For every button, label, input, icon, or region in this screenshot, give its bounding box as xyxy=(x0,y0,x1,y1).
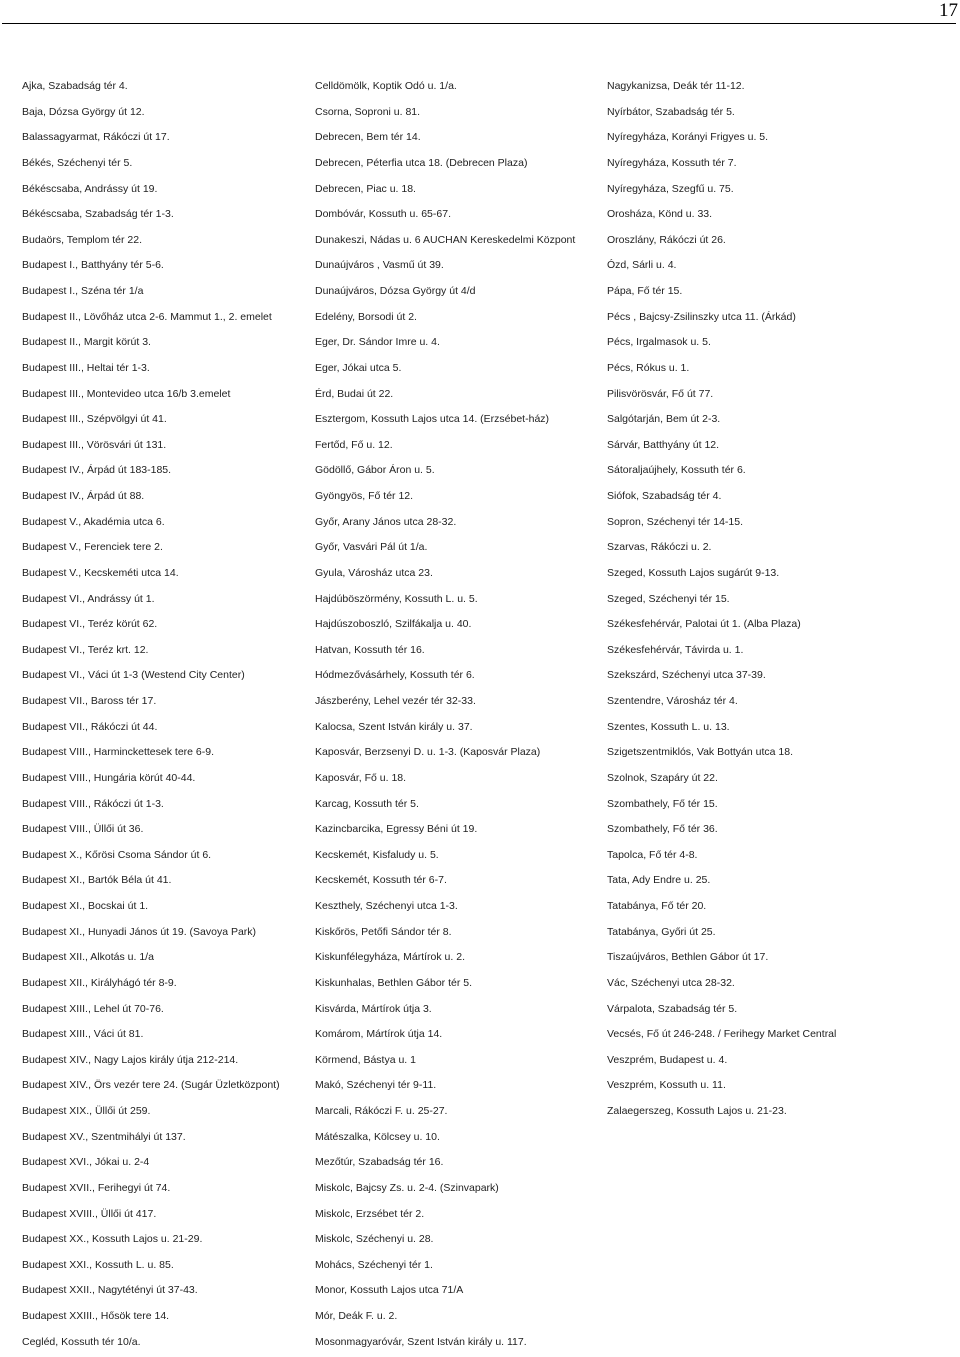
address-entry: Debrecen, Piac u. 18. xyxy=(315,182,416,195)
address-entry: Monor, Kossuth Lajos utca 71/A xyxy=(315,1284,464,1297)
address-entry: Hódmezővásárhely, Kossuth tér 6. xyxy=(315,669,475,682)
address-entry: Budapest VI., Teréz krt. 12. xyxy=(22,643,149,656)
address-entry: Fertőd, Fő u. 12. xyxy=(315,438,393,451)
address-entry: Budapest V., Kecskeméti utca 14. xyxy=(22,566,179,579)
address-entry: Mohács, Széchenyi tér 1. xyxy=(315,1258,433,1271)
address-entry: Érd, Budai út 22. xyxy=(315,387,394,400)
address-entry: Budapest I., Batthyány tér 5-6. xyxy=(22,259,164,272)
address-entry: Sárvár, Batthyány út 12. xyxy=(607,438,720,451)
address-entry: Kalocsa, Szent István király u. 37. xyxy=(315,720,473,733)
address-entry: Pécs, Rókus u. 1. xyxy=(607,361,690,374)
address-entry: Budapest XIX., Üllői út 259. xyxy=(22,1105,151,1117)
address-entry: Miskolc, Erzsébet tér 2. xyxy=(315,1207,425,1220)
address-entry: Budapest IV., Árpád út 88. xyxy=(22,490,145,502)
address-entry: Budapest XXIII., Hősök tere 14. xyxy=(22,1310,170,1322)
address-entry: Kisvárda, Mártírok útja 3. xyxy=(315,1002,432,1015)
address-entry: Budapest III., Heltai tér 1-3. xyxy=(22,361,150,374)
address-entry: Budapest XIV., Nagy Lajos király útja 212-214. xyxy=(22,1053,239,1066)
address-entry: Budapest XI., Bocskai út 1. xyxy=(22,900,149,912)
address-entry: Budapest XI., Bartók Béla út 41. xyxy=(22,874,172,887)
address-entry: Budapest XXII., Nagytétényi út 37-43. xyxy=(22,1284,198,1297)
address-entry: Budapest XII., Királyhágó tér 8-9. xyxy=(22,976,177,989)
address-entry: Szekszárd, Széchenyi utca 37-39. xyxy=(607,669,766,682)
address-entry: Budapest III., Montevideo utca 16/b 3.emelet xyxy=(22,387,231,400)
address-entry: Ózd, Sárli u. 4. xyxy=(607,259,677,272)
address-entry: Ajka, Szabadság tér 4. xyxy=(22,80,128,92)
address-entry: Budapest XV., Szentmihályi út 137. xyxy=(22,1130,186,1143)
address-entry: Cegléd, Kossuth tér 10/a. xyxy=(22,1335,141,1348)
address-entry: Edelény, Borsodi út 2. xyxy=(315,310,417,323)
address-entry: Nyírbátor, Szabadság tér 5. xyxy=(607,105,735,118)
address-entry: Budapest XVIII., Üllői út 417. xyxy=(22,1207,157,1220)
address-entry: Dunaújváros , Vasmű út 39. xyxy=(315,259,444,272)
address-entry: Csorna, Soproni u. 81. xyxy=(315,105,421,118)
address-entry: Budapest VI., Váci út 1-3 (Westend City Center) xyxy=(22,669,245,682)
address-entry: Békéscsaba, Andrássy út 19. xyxy=(22,182,158,195)
address-entry: Jászberény, Lehel vezér tér 32-33. xyxy=(315,695,476,707)
address-entry: Szeged, Széchenyi tér 15. xyxy=(607,592,730,605)
address-entry: Kiskőrös, Petőfi Sándor tér 8. xyxy=(315,925,452,938)
address-entry: Budapest VIII., Üllői út 36. xyxy=(22,823,144,836)
address-entry: Eger, Jókai utca 5. xyxy=(315,361,402,374)
address-entry: Dunakeszi, Nádas u. 6 AUCHAN Kereskedelmi Központ xyxy=(315,233,576,246)
address-entry: Mátészalka, Kölcsey u. 10. xyxy=(315,1130,440,1143)
address-entry: Budapest XVI., Jókai u. 2-4 xyxy=(22,1156,150,1169)
address-entry: Eger, Dr. Sándor Imre u. 4. xyxy=(315,336,440,349)
address-entry: Debrecen, Péterfia utca 18. (Debrecen Plaza) xyxy=(315,156,528,169)
address-entry: Békéscsaba, Szabadság tér 1-3. xyxy=(22,208,174,221)
address-entry: Celldömölk, Koptik Odó u. 1/a. xyxy=(315,80,457,92)
address-entry: Székesfehérvár, Távirda u. 1. xyxy=(607,643,744,656)
address-entry: Baja, Dózsa György út 12. xyxy=(22,105,145,118)
address-entry: Szigetszentmiklós, Vak Bottyán utca 18. xyxy=(607,746,793,759)
address-entry: Zalaegerszeg, Kossuth Lajos u. 21-23. xyxy=(607,1105,787,1117)
address-entry: Budapest XX., Kossuth Lajos u. 21-29. xyxy=(22,1233,203,1246)
address-entry: Budapest XIII., Váci út 81. xyxy=(22,1028,144,1041)
address-entry: Gödöllő, Gábor Áron u. 5. xyxy=(315,464,435,477)
address-entry: Budapest VII., Baross tér 17. xyxy=(22,695,157,707)
address-entry: Tapolca, Fő tér 4-8. xyxy=(607,848,698,861)
address-entry: Makó, Széchenyi tér 9-11. xyxy=(315,1079,437,1092)
address-entry: Budapest III., Szépvölgyi út 41. xyxy=(22,413,167,426)
address-entry: Hajdúszoboszló, Szilfákalja u. 40. xyxy=(315,618,472,631)
address-entry: Budapest XVII., Ferihegyi út 74. xyxy=(22,1181,171,1194)
address-entry: Szeged, Kossuth Lajos sugárút 9-13. xyxy=(607,566,780,579)
address-entry: Vác, Széchenyi utca 28-32. xyxy=(607,976,735,989)
address-entry: Szentes, Kossuth L. u. 13. xyxy=(607,720,730,733)
address-entry: Szombathely, Fő tér 36. xyxy=(607,823,718,836)
address-entry: Budapest VIII., Harminckettesek tere 6-9. xyxy=(22,746,215,759)
address-entry: Budapest II., Lövőház utca 2-6. Mammut 1., 2. emelet xyxy=(22,310,272,323)
address-entry: Szolnok, Szapáry út 22. xyxy=(607,771,718,784)
address-entry: Kiskunfélegyháza, Mártírok u. 2. xyxy=(315,951,465,964)
address-entry: Hatvan, Kossuth tér 16. xyxy=(315,643,425,656)
address-entry: Miskolc, Bajcsy Zs. u. 2-4. (Szinvapark) xyxy=(315,1181,499,1194)
address-entry: Budapest VI., Teréz körút 62. xyxy=(22,618,158,631)
address-entry: Körmend, Bástya u. 1 xyxy=(315,1053,416,1066)
address-entry: Mezőtúr, Szabadság tér 16. xyxy=(315,1156,444,1169)
address-column-3 xyxy=(607,76,957,1127)
address-entry: Budapest XII., Alkotás u. 1/a xyxy=(22,951,154,964)
address-entry: Szombathely, Fő tér 15. xyxy=(607,797,718,810)
address-entry: Vecsés, Fő út 246-248. / Ferihegy Market Central xyxy=(607,1028,837,1041)
address-entry: Nyíregyháza, Korányi Frigyes u. 5. xyxy=(607,131,769,144)
address-entry: Balassagyarmat, Rákóczi út 17. xyxy=(22,131,170,144)
address-entry: Esztergom, Kossuth Lajos utca 14. (Erzsébet-ház) xyxy=(315,413,550,426)
address-entry: Budapest XIV., Örs vezér tere 24. (Sugár Üzletközpont) xyxy=(22,1079,280,1092)
address-entry: Kazincbarcika, Egressy Béni út 19. xyxy=(315,823,478,836)
address-entry: Budapest V., Akadémia utca 6. xyxy=(22,515,165,528)
address-entry: Orosháza, Könd u. 33. xyxy=(607,208,713,221)
address-entry: Siófok, Szabadság tér 4. xyxy=(607,490,722,502)
address-entry: Békés, Széchenyi tér 5. xyxy=(22,156,133,169)
address-entry: Tiszaújváros, Bethlen Gábor út 17. xyxy=(607,951,769,964)
address-entry: Keszthely, Széchenyi utca 1-3. xyxy=(315,900,458,912)
address-entry: Karcag, Kossuth tér 5. xyxy=(315,797,419,810)
address-entry: Gyula, Városház utca 23. xyxy=(315,566,433,579)
address-column-1 xyxy=(22,76,307,1357)
address-entry: Kecskemét, Kisfaludy u. 5. xyxy=(315,848,439,861)
address-entry: Szarvas, Rákóczi u. 2. xyxy=(607,541,712,554)
address-entry: Debrecen, Bem tér 14. xyxy=(315,131,421,144)
address-entry: Tata, Ady Endre u. 25. xyxy=(607,874,711,887)
address-entry: Hajdúböszörmény, Kossuth L. u. 5. xyxy=(315,592,478,605)
header-rule xyxy=(2,23,956,24)
address-entry: Győr, Vasvári Pál út 1/a. xyxy=(315,541,428,554)
address-entry: Dunaújváros, Dózsa György út 4/d xyxy=(315,285,476,297)
address-entry: Tatabánya, Fő tér 20. xyxy=(607,900,707,912)
address-entry: Veszprém, Budapest u. 4. xyxy=(607,1053,728,1066)
address-entry: Kiskunhalas, Bethlen Gábor tér 5. xyxy=(315,976,473,989)
address-entry: Budapest VIII., Rákóczi út 1-3. xyxy=(22,797,164,810)
address-entry: Budapest VI., Andrássy út 1. xyxy=(22,592,155,605)
page-number: 17 xyxy=(939,0,958,21)
address-entry: Budapest X., Kőrösi Csoma Sándor út 6. xyxy=(22,848,212,861)
address-entry: Székesfehérvár, Palotai út 1. (Alba Plaza) xyxy=(607,618,801,631)
address-entry: Veszprém, Kossuth u. 11. xyxy=(607,1079,726,1092)
address-entry: Kaposvár, Berzsenyi D. u. 1-3. (Kaposvár Plaza) xyxy=(315,746,541,759)
address-entry: Pécs , Bajcsy-Zsilinszky utca 11. (Árkád) xyxy=(607,310,796,323)
address-entry: Budapest II., Margit körút 3. xyxy=(22,336,151,349)
address-entry: Budapest IV., Árpád út 183-185. xyxy=(22,464,172,477)
address-entry: Győr, Arany János utca 28-32. xyxy=(315,515,457,528)
address-entry: Gyöngyös, Fő tér 12. xyxy=(315,490,414,502)
address-entry: Budapest III., Vörösvári út 131. xyxy=(22,438,167,451)
address-entry: Budapest I., Széna tér 1/a xyxy=(22,285,144,297)
address-entry: Nyíregyháza, Kossuth tér 7. xyxy=(607,156,737,169)
address-entry: Budapest VIII., Hungária körút 40-44. xyxy=(22,771,196,784)
address-entry: Kaposvár, Fő u. 18. xyxy=(315,771,407,784)
address-entry: Salgótarján, Bem út 2-3. xyxy=(607,413,721,426)
address-entry: Budapest XI., Hunyadi János út 19. (Savoya Park) xyxy=(22,925,257,938)
address-entry: Szentendre, Városház tér 4. xyxy=(607,695,738,707)
address-entry: Pilisvörösvár, Fő út 77. xyxy=(607,387,714,400)
address-entry: Miskolc, Széchenyi u. 28. xyxy=(315,1233,434,1246)
address-entry: Pápa, Fő tér 15. xyxy=(607,285,683,297)
address-entry: Budapest XXI., Kossuth L. u. 85. xyxy=(22,1258,174,1271)
address-entry: Budapest VII., Rákóczi út 44. xyxy=(22,720,158,733)
address-entry: Nyíregyháza, Szegfű u. 75. xyxy=(607,182,734,195)
address-entry: Pécs, Irgalmasok u. 5. xyxy=(607,336,711,349)
address-entry: Mór, Deák F. u. 2. xyxy=(315,1310,398,1322)
address-entry: Marcali, Rákóczi F. u. 25-27. xyxy=(315,1105,448,1117)
address-entry: Oroszlány, Rákóczi út 26. xyxy=(607,233,726,246)
address-entry: Sátoraljaújhely, Kossuth tér 6. xyxy=(607,464,746,477)
address-entry: Nagykanizsa, Deák tér 11-12. xyxy=(607,80,745,92)
address-entry: Sopron, Széchenyi tér 14-15. xyxy=(607,515,743,528)
address-entry: Mosonmagyaróvár, Szent István király u. 117. xyxy=(315,1335,527,1348)
address-column-2 xyxy=(315,76,605,1357)
address-entry: Budapest V., Ferenciek tere 2. xyxy=(22,541,163,554)
address-entry: Tatabánya, Győri út 25. xyxy=(607,925,716,938)
address-entry: Budapest XIII., Lehel út 70-76. xyxy=(22,1002,164,1015)
address-entry: Dombóvár, Kossuth u. 65-67. xyxy=(315,208,451,221)
address-entry: Komárom, Mártírok útja 14. xyxy=(315,1028,443,1041)
address-entry: Kecskemét, Kossuth tér 6-7. xyxy=(315,874,447,887)
address-entry: Budaörs, Templom tér 22. xyxy=(22,233,143,246)
address-entry: Várpalota, Szabadság tér 5. xyxy=(607,1002,738,1015)
